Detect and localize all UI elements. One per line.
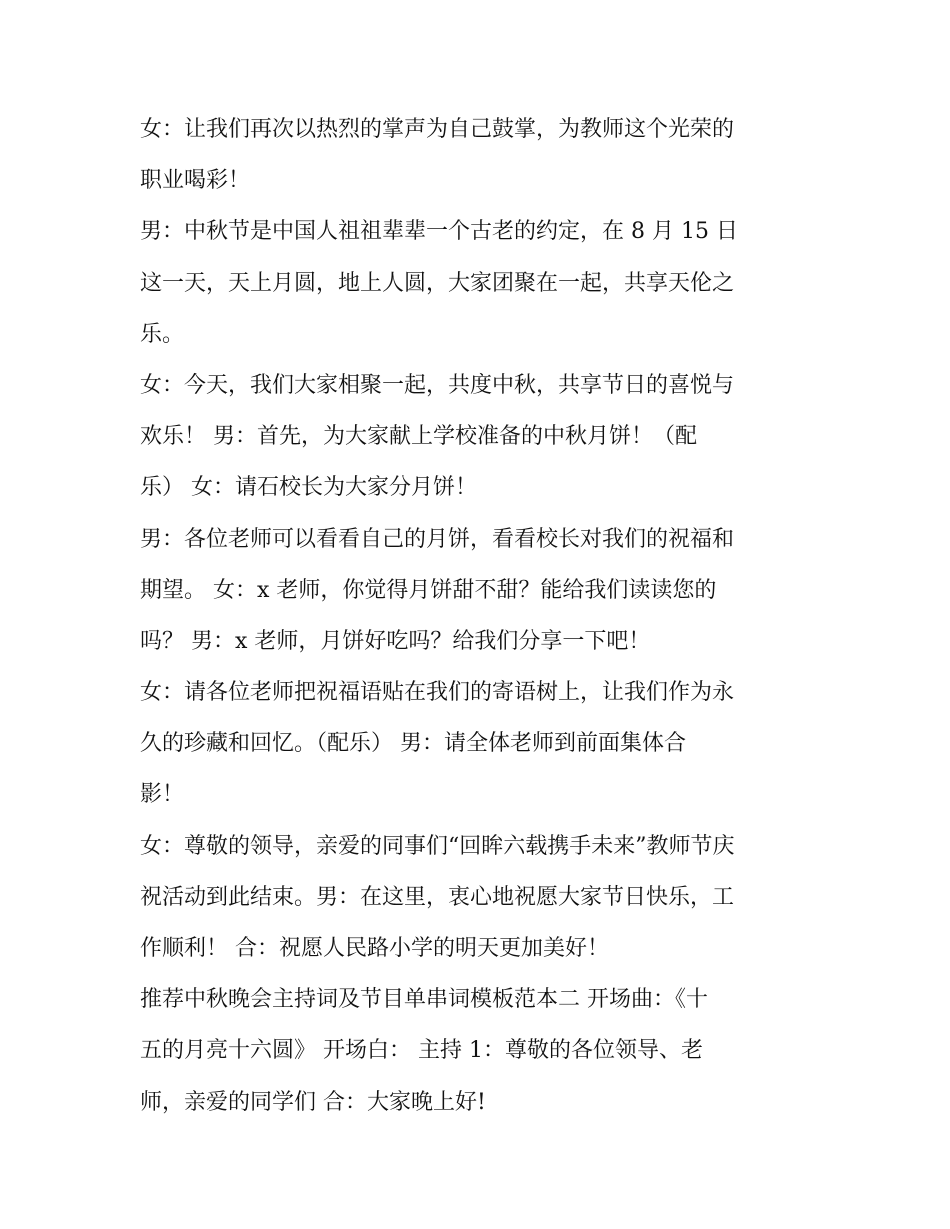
text-line: 男：各位老师可以看看自己的月饼，看看校长对我们的祝福和 xyxy=(140,526,735,552)
text-line: 作顺利！ 合：祝愿人民路小学的明天更加美好！ xyxy=(140,936,609,961)
text-line: 吗？ 男：x 老师，月饼好吃吗？给我们分享一下吧！ xyxy=(140,628,651,654)
text-line: 乐。 xyxy=(140,321,185,347)
text-line: 师，亲爱的同学们 合：大家晚上好! xyxy=(140,1089,486,1115)
text-line: 职业喝彩！ xyxy=(140,168,251,194)
text-line: 女：请各位老师把祝福语贴在我们的寄语树上，让我们作为永 xyxy=(140,680,735,706)
text-line: 影！ xyxy=(140,782,185,808)
text-line: 女：今天，我们大家相聚一起，共度中秋，共享节日的喜悦与 xyxy=(140,372,735,398)
text-line: 祝活动到此结束。男：在这里，衷心地祝愿大家节日快乐，工 xyxy=(140,884,735,910)
text-line: 五的月亮十六圆》 开场白： 主持 1：尊敬的各位领导、老 xyxy=(140,1038,703,1064)
text-line: 期望。 女：x 老师，你觉得月饼甜不甜？能给我们读读您的 xyxy=(140,577,717,603)
text-line: 推荐中秋晚会主持词及节目单串词模板范本二 开场曲：《十 xyxy=(140,987,708,1013)
text-line: 男：中秋节是中国人祖祖辈辈一个古老的约定，在 8 月 15 日 xyxy=(140,219,738,245)
text-line: 女：尊敬的领导，亲爱的同事们“回眸六载携手未来”教师节庆 xyxy=(140,833,735,859)
text-line: 这一天，天上月圆，地上人圆，大家团聚在一起，共享天伦之 xyxy=(140,270,735,296)
text-line: 女：让我们再次以热烈的掌声为自己鼓掌，为教师这个光荣的 xyxy=(140,117,735,142)
text-line: 乐） 女：请石校长为大家分月饼！ xyxy=(140,475,477,501)
text-line: 久的珍藏和回忆。（配乐） 男：请全体老师到前面集体合 xyxy=(140,731,686,757)
document-body xyxy=(140,104,815,1128)
text-line: 欢乐！ 男：首先，为大家献上学校准备的中秋月饼！（配 xyxy=(140,424,697,450)
